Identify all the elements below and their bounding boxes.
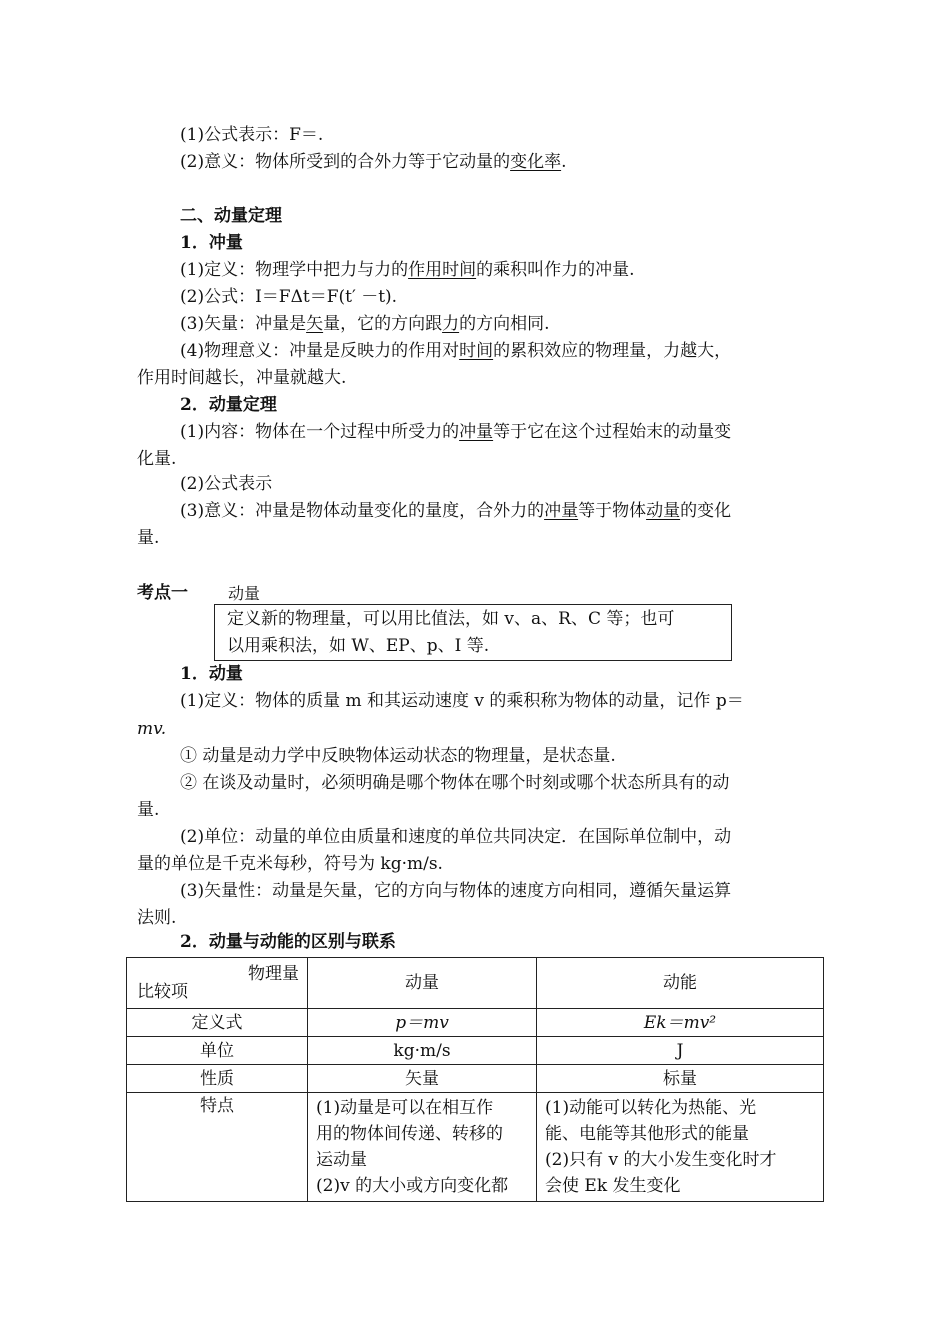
impulse-formula: (2)公式：I＝FΔt＝F(t′ －t). xyxy=(180,287,398,307)
note-box xyxy=(214,604,732,661)
subheading-momentum: 1．动量 xyxy=(180,664,243,684)
blank-answer: 作用时间 xyxy=(408,260,477,280)
momentum-vector: (3)矢量性：动量是矢量，它的方向与物体的速度方向相同，遵循矢量运算 xyxy=(180,881,732,901)
momentum-unit: (2)单位：动量的单位由质量和速度的单位共同决定．在国际单位制中，动 xyxy=(180,827,732,847)
column-header: 动能 xyxy=(537,958,824,1009)
corner-bottom-label: 比较项 xyxy=(137,982,188,1002)
momentum-note-1: ① 动量是动力学中反映物体运动状态的物理量，是状态量. xyxy=(180,746,616,766)
momentum-definition-cont: mv. xyxy=(137,719,167,739)
cell-line: 会使 Ek 发生变化 xyxy=(545,1176,681,1196)
table-row xyxy=(127,1065,824,1093)
cell-line: 用的物体间传递、转移的 xyxy=(316,1124,503,1144)
table-header-row xyxy=(127,958,824,1009)
blank-answer: 矢 xyxy=(306,314,324,334)
table-cell: p＝mv xyxy=(308,1009,537,1037)
table-row xyxy=(127,1037,824,1065)
table-corner-cell xyxy=(127,958,308,1009)
momentum-unit-cont: 量的单位是千克米每秒，符号为 kg·m/s. xyxy=(137,854,443,874)
impulse-meaning: (4)物理意义：冲量是反映力的作用对时间的累积效应的物理量，力越大， xyxy=(180,341,732,361)
blank-answer: 力 xyxy=(442,314,460,334)
cell-line: 运动量 xyxy=(316,1150,367,1170)
table-cell xyxy=(537,1093,824,1202)
impulse-definition: (1)定义：物理学中把力与力的作用时间的乘积叫作力的冲量. xyxy=(180,260,635,280)
theorem-formula: (2)公式表示 xyxy=(180,474,273,494)
cell-line: 能、电能等其他形式的能量 xyxy=(545,1124,749,1144)
blank-answer: 冲量 xyxy=(459,422,494,442)
theorem-meaning-cont: 量. xyxy=(137,528,160,548)
momentum-note-2-cont: 量. xyxy=(137,800,160,820)
row-header: 定义式 xyxy=(127,1009,308,1037)
row-header: 性质 xyxy=(127,1065,308,1093)
momentum-definition: (1)定义：物体的质量 m 和其运动速度 v 的乘积称为物体的动量，记作 p＝ xyxy=(180,691,744,711)
cell-line: (2)只有 v 的大小发生变化时才 xyxy=(545,1150,777,1170)
theorem-meaning: (3)意义：冲量是物体动量变化的量度，合外力的冲量等于物体动量的变化 xyxy=(180,501,732,521)
subheading-impulse: 1．冲量 xyxy=(180,233,243,253)
table-cell: Ek＝mv² xyxy=(537,1009,824,1037)
row-header: 单位 xyxy=(127,1037,308,1065)
exam-point-label: 考点一 xyxy=(137,583,188,603)
subheading-theorem: 2．动量定理 xyxy=(180,395,277,415)
table-cell: 矢量 xyxy=(308,1065,537,1093)
impulse-vector: (3)矢量：冲量是矢量，它的方向跟力的方向相同. xyxy=(180,314,550,334)
meaning-line: (2)意义：物体所受到的合外力等于它动量的变化率. xyxy=(180,152,567,172)
blank-answer: 变化率 xyxy=(510,152,562,172)
table-row xyxy=(127,1093,824,1202)
table-cell: 标量 xyxy=(537,1065,824,1093)
note-line: 定义新的物理量，可以用比值法，如 v、a、R、C 等；也可 xyxy=(227,609,675,629)
cell-line: (2)v 的大小或方向变化都 xyxy=(316,1176,509,1196)
cell-line: (1)动量是可以在相互作 xyxy=(316,1098,494,1118)
table-cell: kg·m/s xyxy=(308,1037,537,1065)
section-heading: 二、动量定理 xyxy=(180,206,282,226)
formula-line: (1)公式表示：F＝. xyxy=(180,125,324,145)
subheading-comparison: 2．动量与动能的区别与联系 xyxy=(180,932,396,952)
row-header: 特点 xyxy=(127,1093,308,1202)
exam-point-topic: 动量 xyxy=(228,584,261,603)
column-header: 动量 xyxy=(308,958,537,1009)
corner-top-label: 物理量 xyxy=(248,964,299,984)
cell-line: (1)动能可以转化为热能、光 xyxy=(545,1098,757,1118)
table-cell: J xyxy=(537,1037,824,1065)
blank-answer: 动量 xyxy=(646,501,681,521)
blank-answer: 冲量 xyxy=(544,501,579,521)
comparison-table xyxy=(126,957,824,1202)
momentum-vector-cont: 法则. xyxy=(137,908,177,928)
table-cell xyxy=(308,1093,537,1202)
blank-answer: 时间 xyxy=(459,341,494,361)
theorem-content: (1)内容：物体在一个过程中所受力的冲量等于它在这个过程始末的动量变 xyxy=(180,422,732,442)
note-line: 以用乘积法，如 W、EP、p、I 等. xyxy=(227,636,490,656)
impulse-meaning-cont: 作用时间越长，冲量就越大. xyxy=(137,368,347,388)
momentum-note-2: ② 在谈及动量时，必须明确是哪个物体在哪个时刻或哪个状态所具有的动 xyxy=(180,773,730,793)
table-row xyxy=(127,1009,824,1037)
theorem-content-cont: 化量. xyxy=(137,449,177,469)
